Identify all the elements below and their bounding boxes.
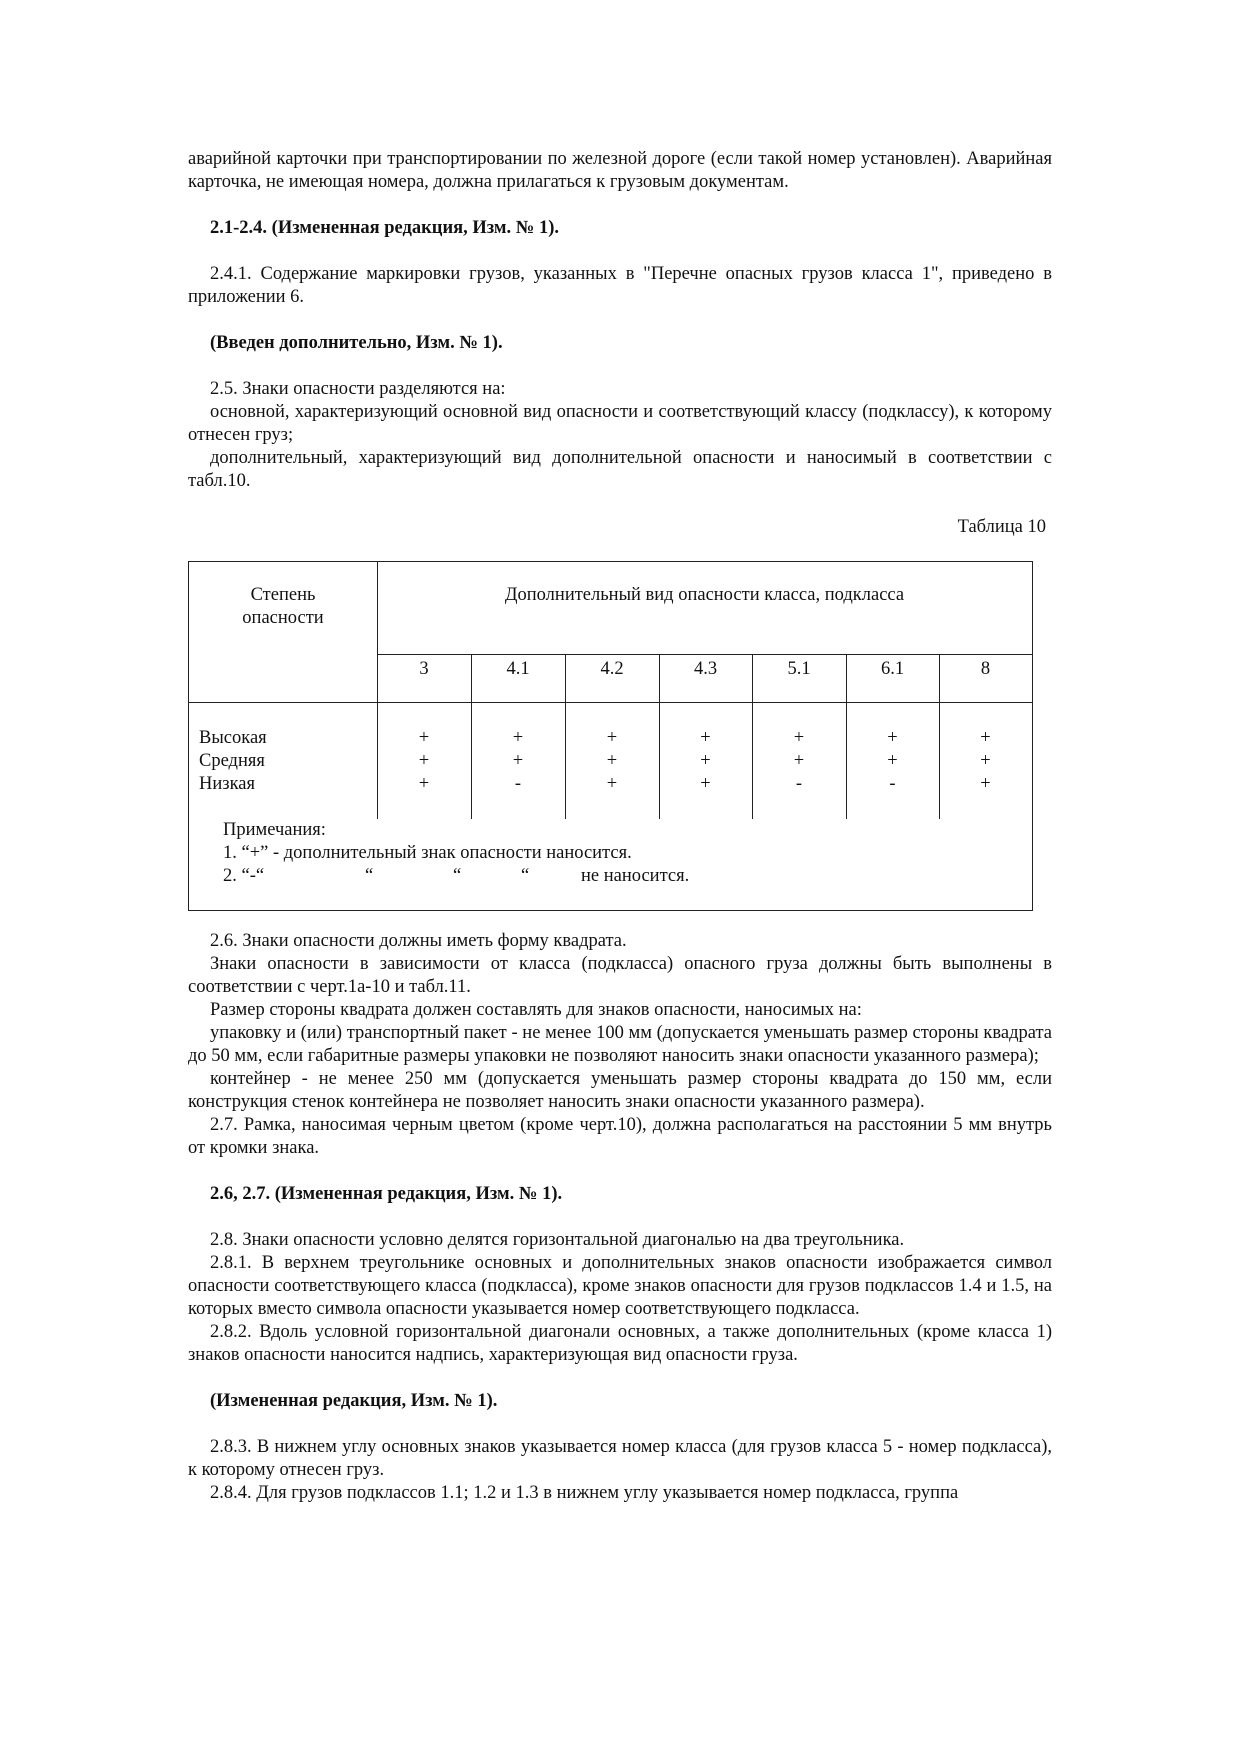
degree-label: Низкая xyxy=(199,774,255,794)
table-cell: + xyxy=(606,774,618,794)
paragraph: аварийной карточки при транспортировании по железной дороге (если такой номер установлен). Аварийная карточка, не имеющая номера, должна прилагаться к грузовым документам. xyxy=(188,149,1052,192)
paragraph: 2.7. Рамка, наносимая черным цветом (кроме черт.10), должна располагаться на расстоянии 5 мм внутрь от кромки знака. xyxy=(188,1115,1052,1158)
table-cell: + xyxy=(793,728,805,748)
table-cell: + xyxy=(418,751,430,771)
amendment-note: 2.1-2.4. (Измененная редакция, Изм. № 1). xyxy=(210,218,560,238)
table-cell: + xyxy=(512,751,524,771)
table-cell: + xyxy=(700,751,711,771)
paragraph: Знаки опасности в зависимости от класса (подкласса) опасного груза должны быть выполнены в соответствии с черт.1а-10 и табл.11. xyxy=(188,954,1052,997)
amendment-note: 2.6, 2.7. (Измененная редакция, Изм. № 1). xyxy=(210,1184,563,1204)
paragraph: 2.8.4. Для грузов подклассов 1.1; 1.2 и 1.3 в нижнем углу указывается номер подкласса, группа xyxy=(210,1483,959,1503)
table-cell: + xyxy=(887,728,898,748)
table-cell: + xyxy=(980,728,991,748)
paragraph: 2.8. Знаки опасности условно делятся горизонтальной диагональю на два треугольника. xyxy=(210,1230,905,1250)
class-header-cell: 4.1 xyxy=(506,659,530,679)
paragraph: контейнер - не менее 250 мм (допускается уменьшать размер стороны квадрата до 150 мм, если конструкция стенок контейнера не позволяет наносить знаки опасности указанного размера). xyxy=(188,1069,1052,1112)
table-caption: Таблица 10 xyxy=(957,517,1046,537)
degree-label: Средняя xyxy=(199,751,265,771)
amendment-note: (Введен дополнительно, Изм. № 1). xyxy=(210,333,503,353)
table-cell: + xyxy=(418,728,430,748)
header-degree: Степень опасности xyxy=(242,585,324,628)
table-cell: + xyxy=(606,751,618,771)
paragraph: 2.8.2. Вдоль условной горизонтальной диагонали основных, а также дополнительных (кроме класса 1) знаков опасности наносится надпись, характеризующая вид опасности груза. xyxy=(188,1322,1052,1365)
notes-title: Примечания: xyxy=(223,820,326,840)
paragraph: основной, характеризующий основной вид опасности и соответствующий классу (подклассу), к которому отнесен груз; xyxy=(188,402,1052,445)
paragraph: упаковку и (или) транспортный пакет - не менее 100 мм (допускается уменьшать размер стороны квадрата до 50 мм, если габаритные размеры упаковки не позволяют наносить знаки опасности указанного размера); xyxy=(188,1023,1052,1066)
table-cell: + xyxy=(700,774,711,794)
note-item: 1. “+” - дополнительный знак опасности наносится. xyxy=(223,843,632,863)
degree-label: Высокая xyxy=(199,728,267,748)
document-page xyxy=(188,148,1052,1505)
paragraph: 2.4.1. Содержание маркировки грузов, указанных в "Перечне опасных грузов класса 1", приведено в приложении 6. xyxy=(188,264,1052,307)
paragraph: 2.6. Знаки опасности должны иметь форму квадрата. xyxy=(210,931,627,951)
table-cell: + xyxy=(887,751,898,771)
table-notes xyxy=(223,819,690,888)
table-cell: + xyxy=(512,728,524,748)
class-header-cell: 3 xyxy=(419,659,429,679)
amendment-note: (Измененная редакция, Изм. № 1). xyxy=(210,1391,498,1411)
table-cell: + xyxy=(793,751,805,771)
hazard-table xyxy=(188,561,1033,911)
table-cell: + xyxy=(980,751,991,771)
header-hazard-type: Дополнительный вид опасности класса, подкласса xyxy=(504,585,905,605)
paragraph: 2.8.1. В верхнем треугольнике основных и дополнительных знаков опасности изображается символ опасности соответствующего класса (подкласса), кроме знаков опасности для грузов подклассов 1.4 и 1.5, на которых вместо символа опасности указывается номер соответствующего подкласса. xyxy=(188,1253,1052,1319)
table-cell: - xyxy=(889,774,896,794)
note-item: 2. “-“ “ “ “ не наносится. xyxy=(223,866,690,886)
class-header-cell: 4.3 xyxy=(693,659,718,679)
table-cell: - xyxy=(795,774,803,794)
paragraph: 2.8.3. В нижнем углу основных знаков указывается номер класса (для грузов класса 5 - номер подкласса), к которому отнесен груз. xyxy=(188,1437,1052,1480)
table-cell: + xyxy=(980,774,991,794)
paragraph: Размер стороны квадрата должен составлять для знаков опасности, наносимых на: xyxy=(210,1000,862,1020)
table-cell: + xyxy=(418,774,430,794)
paragraph: дополнительный, характеризующий вид дополнительной опасности и наносимый в соответствии с табл.10. xyxy=(188,448,1052,491)
class-header-cell: 4.2 xyxy=(600,659,624,679)
table-cell: - xyxy=(514,774,522,794)
class-header-cell: 5.1 xyxy=(787,659,811,679)
paragraph: 2.5. Знаки опасности разделяются на: xyxy=(210,379,506,399)
class-header-cell: 6.1 xyxy=(880,659,905,679)
class-header-cell: 8 xyxy=(980,659,991,679)
table-cell: + xyxy=(606,728,618,748)
table-cell: + xyxy=(700,728,711,748)
